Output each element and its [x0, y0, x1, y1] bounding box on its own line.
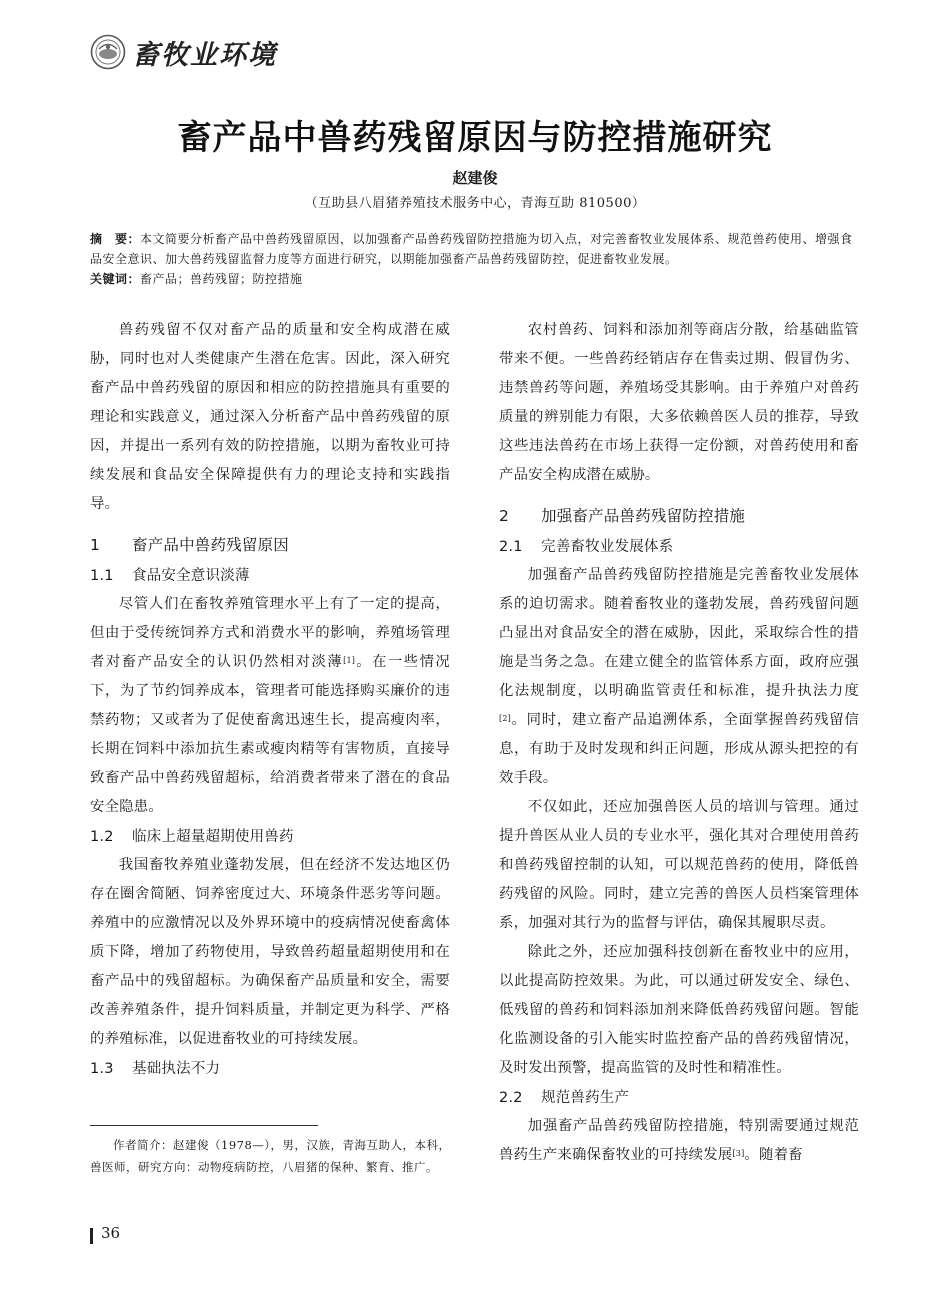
right-column [499, 316, 859, 1170]
author-affiliation: （互助县八眉猪养殖技术服务中心，青海互助 810500） [304, 196, 646, 211]
citation-ref-3: [3] [732, 1149, 745, 1158]
article-author: 赵建俊 [452, 169, 498, 187]
paragraph-1-3: 农村兽药、饲料和添加剂等商店分散，给基础监管带来不便。一些兽药经销店存在售卖过期、假冒伪劣、违禁兽药等问题，养殖场受其影响。由于养殖户对兽药质量的辨别能力有限，大多依赖兽医人员的推荐，导致这些违法兽药在市场上获得一定份额，对兽药使用和畜产品安全构成潜在威胁。 [499, 322, 859, 483]
citation-ref-1: [1] [343, 656, 356, 665]
section-2-heading [499, 504, 859, 528]
keywords-text: 畜产品；兽药残留；防控措施 [140, 272, 303, 286]
page-marker [90, 1228, 93, 1244]
abstract-label: 摘 要： [90, 232, 141, 246]
section-1-3-heading [90, 1056, 450, 1083]
journal-emblem-icon [90, 34, 126, 70]
paragraph-2-1c: 除此之外，还应加强科技创新在畜牧业中的应用，以此提高防控效果。为此，可以通过研发安全、绿色、低残留的兽药和饲料添加剂来降低兽药残留问题。智能化监测设备的引入能实时监控畜产品的兽药残留情况，及时发出预警，提高监管的及时性和精准性。 [499, 944, 859, 1076]
section-title: 完善畜牧业发展体系 [541, 539, 674, 555]
left-column [90, 316, 450, 1083]
paragraph-2-1b: 不仅如此，还应加强兽医人员的培训与管理。通过提升兽医从业人员的专业水平，强化其对合理使用兽药和兽药残留控制的认知，可以规范兽药的使用，降低兽药残留的风险。同时，建立完善的兽医人员档案管理体系，加强对其行为的监督与评估，确保其履职尽责。 [499, 799, 859, 931]
section-2-2-heading [499, 1085, 859, 1112]
paragraph-text: 。同时，建立畜产品追溯体系，全面掌握兽药残留信息，有助于及时发现和纠正问题，形成从源头把控的有效手段。 [499, 712, 859, 786]
paragraph-2-2 [499, 1112, 859, 1170]
section-number: 1.1 [90, 568, 114, 584]
paragraph-text: 加强畜产品兽药残留防控措施是完善畜牧业发展体系的迫切需求。随着畜牧业的蓬勃发展，兽药残留问题凸显出对食品安全的潜在威胁，因此，采取综合性的措施是当务之急。在建立健全的监管体系方面，政府应强化法规制度，以明确监管责任和标准，提升执法力度 [499, 567, 859, 699]
section-number: 1.2 [90, 829, 114, 845]
paragraph-1-1 [90, 590, 450, 822]
section-number: 1 [90, 536, 101, 554]
journal-name: 畜牧业环境 [132, 39, 277, 71]
section-title: 规范兽药生产 [541, 1090, 630, 1106]
section-title: 基础执法不力 [132, 1061, 221, 1077]
intro-paragraph: 兽药残留不仅对畜产品的质量和安全构成潜在威胁，同时也对人类健康产生潜在危害。因此，深入研究畜产品中兽药残留的原因和相应的防控措施具有重要的理论和实践意义，通过深入分析畜产品中兽药残留的原因，并提出一系列有效的防控措施，以期为畜牧业可持续发展和食品安全保障提供有力的理论支持和实践指导。 [90, 322, 450, 512]
section-1-1-heading [90, 563, 450, 590]
footnote-divider [90, 1125, 318, 1126]
article-title: 畜产品中兽药残留原因与防控措施研究 [177, 118, 773, 158]
section-1-heading [90, 533, 450, 557]
abstract [90, 229, 862, 269]
paragraph-1-2: 我国畜牧养殖业蓬勃发展，但在经济不发达地区仍存在圈舍简陋、饲养密度过大、环境条件恶劣等问题。养殖中的应激情况以及外界环境中的疫病情况使畜禽体质下降，增加了药物使用，导致兽药超量超期使用和在畜产品中的残留超标。为确保畜产品质量和安全，需要改善养殖条件，提升饲料质量，并制定更为科学、严格的养殖标准，以促进畜牧业的可持续发展。 [90, 857, 450, 1047]
section-title: 临床上超量超期使用兽药 [132, 829, 294, 845]
section-number: 1.3 [90, 1061, 114, 1077]
abstract-block [90, 229, 862, 289]
keywords [90, 269, 862, 289]
section-title: 畜产品中兽药残留原因 [132, 536, 290, 554]
section-1-2-heading [90, 824, 450, 851]
journal-logo [90, 33, 277, 71]
section-title: 食品安全意识淡薄 [132, 568, 250, 584]
page-number: 36 [101, 1224, 121, 1242]
paragraph-text: 加强畜产品兽药残留防控措施，特别需要通过规范兽药生产来确保畜牧业的可持续发展 [499, 1118, 859, 1163]
citation-ref-2: [2] [499, 714, 511, 723]
paragraph-text: 。随着畜 [744, 1147, 803, 1163]
section-title: 加强畜产品兽药残留防控措施 [541, 507, 746, 525]
paragraph-text: 。在一些情况下，为了节约饲养成本，管理者可能选择购买廉价的违禁药物；又或者为了促使畜禽迅速生长，提高瘦肉率，长期在饲料中添加抗生素或瘦肉精等有害物质，直接导致畜产品中兽药残留超标，给消费者带来了潜在的食品安全隐患。 [90, 654, 451, 815]
paragraph-text: 尽管人们在畜牧养殖管理水平上有了一定的提高，但由于受传统饲养方式和消费水平的影响，养殖场管理者对畜产品安全的认识仍然相对淡薄 [90, 596, 450, 670]
abstract-text: 本文简要分析畜产品中兽药残留原因，以加强畜产品兽药残留防控措施为切入点，对完善畜牧业发展体系、规范兽药使用、增强食品安全意识、加大兽药残留监督力度等方面进行研究，以期能加强畜产品兽药残留防控，促进畜牧业发展。 [90, 232, 853, 266]
author-footnote: 作者简介：赵建俊（1978—），男，汉族，青海互助人，本科，兽医师，研究方向：动物疫病防控，八眉猪的保种、繁育、推广。 [90, 1138, 451, 1174]
keywords-label: 关键词： [90, 272, 141, 286]
section-number: 2.2 [499, 1090, 523, 1106]
section-2-1-heading [499, 534, 859, 561]
section-number: 2.1 [499, 539, 523, 555]
section-number: 2 [499, 507, 510, 525]
paragraph-2-1a [499, 561, 859, 793]
